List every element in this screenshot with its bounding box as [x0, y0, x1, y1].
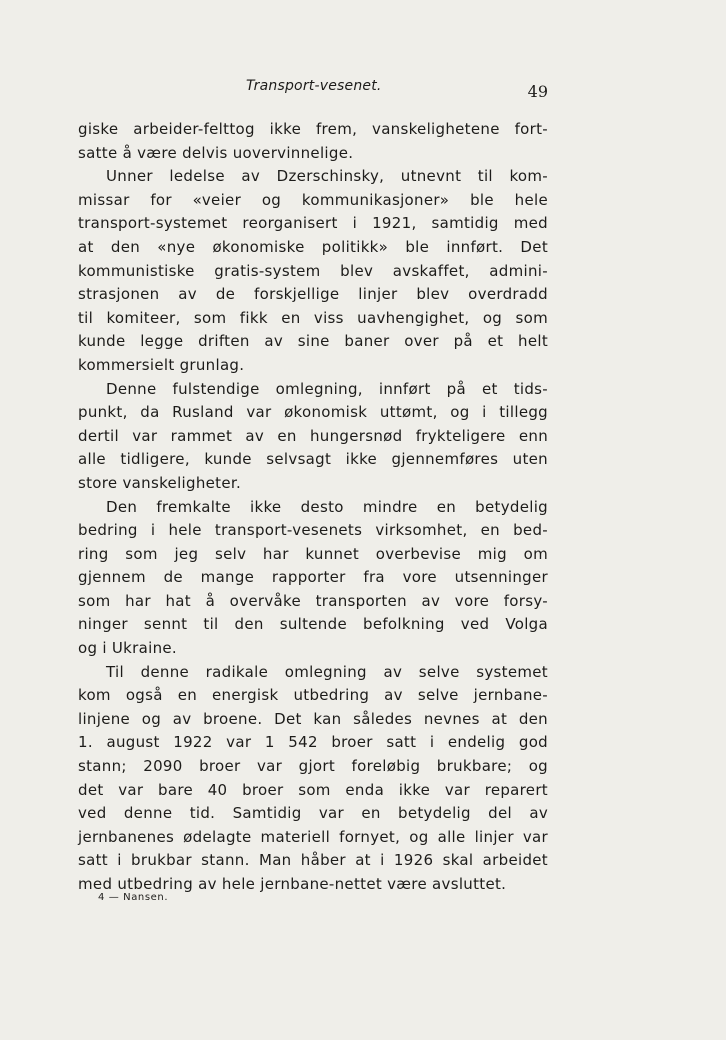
- text-line: linjene og av broene. Det kan således nevnes at den: [78, 709, 548, 728]
- text-line: transport-systemet reorganisert i 1921, samtidig med: [78, 214, 548, 233]
- running-head: [78, 76, 548, 102]
- text-line: store vanskeligheter.: [78, 473, 242, 492]
- text-line: til komiteer, som fikk en viss uavhengighet, og som: [78, 308, 548, 327]
- text-line: ved denne tid. Samtidig var en betydelig del av: [78, 804, 548, 823]
- text-line: jernbanenes ødelagte materiell fornyet, og alle linjer var: [78, 827, 548, 846]
- body-text: [78, 118, 548, 897]
- text-line: missar for «veier og kommunikasjoner» ble hele: [78, 190, 548, 209]
- text-line: giske arbeider-felttog ikke frem, vanskelighetene fort-: [78, 120, 548, 138]
- text-line: ring som jeg selv har kunnet overbevise mig om: [78, 544, 548, 563]
- signature-mark: 4 — Nansen.: [98, 892, 169, 903]
- text-line: satt i brukbar stann. Man håber at i 1926 skal arbeidet: [78, 851, 548, 870]
- text-line: som har hat å overvåke transporten av vore forsy-: [78, 591, 548, 610]
- text-line: Den fremkalte ikke desto mindre en betydelig: [106, 497, 548, 516]
- text-line: alle tidligere, kunde selvsagt ikke gjennemføres uten: [78, 450, 548, 469]
- text-line: 1. august 1922 var 1 542 broer satt i endelig god: [78, 733, 548, 752]
- text-line: punkt, da Rusland var økonomisk uttømt, og i tillegg: [78, 403, 548, 422]
- text-line: strasjonen av de forskjellige linjer blev overdradd: [78, 285, 548, 304]
- text-line: det var bare 40 broer som enda ikke var reparert: [78, 780, 548, 799]
- text-line: Denne fulstendige omlegning, innført på et tids-: [106, 379, 548, 398]
- text-line: dertil var rammet av en hungersnød frykteligere enn: [78, 426, 548, 445]
- text-line: gjennem de mange rapporter fra vore utsenninger: [78, 568, 548, 587]
- text-line: bedring i hele transport-vesenets virksomhet, en bed-: [78, 521, 548, 540]
- text-line: kunde legge driften av sine baner over på et helt: [78, 332, 548, 351]
- text-line: Til denne radikale omlegning av selve systemet: [106, 662, 548, 681]
- text-line: kom også en energisk utbedring av selve jernbane-: [78, 686, 548, 705]
- running-head-title: Transport-vesenet.: [246, 78, 382, 94]
- text-line: at den «nye økonomiske politikk» ble innført. Det: [78, 237, 548, 256]
- text-line: ninger sennt til den sultende befolkning ved Volga: [78, 615, 548, 634]
- text-line: med utbedring av hele jernbane-nettet være avsluttet.: [78, 875, 507, 893]
- text-line: kommunistiske gratis-system blev avskaffet, admini-: [78, 261, 548, 280]
- page-number: 49: [527, 82, 548, 101]
- text-line: satte å være delvis uovervinnelige.: [78, 143, 354, 162]
- text-line: og i Ukraine.: [78, 639, 177, 658]
- text-line: kommersielt grunlag.: [78, 355, 245, 374]
- text-line: Unner ledelse av Dzerschinsky, utnevnt til kom-: [106, 167, 548, 186]
- text-line: stann; 2090 broer var gjort foreløbig brukbare; og: [78, 757, 548, 776]
